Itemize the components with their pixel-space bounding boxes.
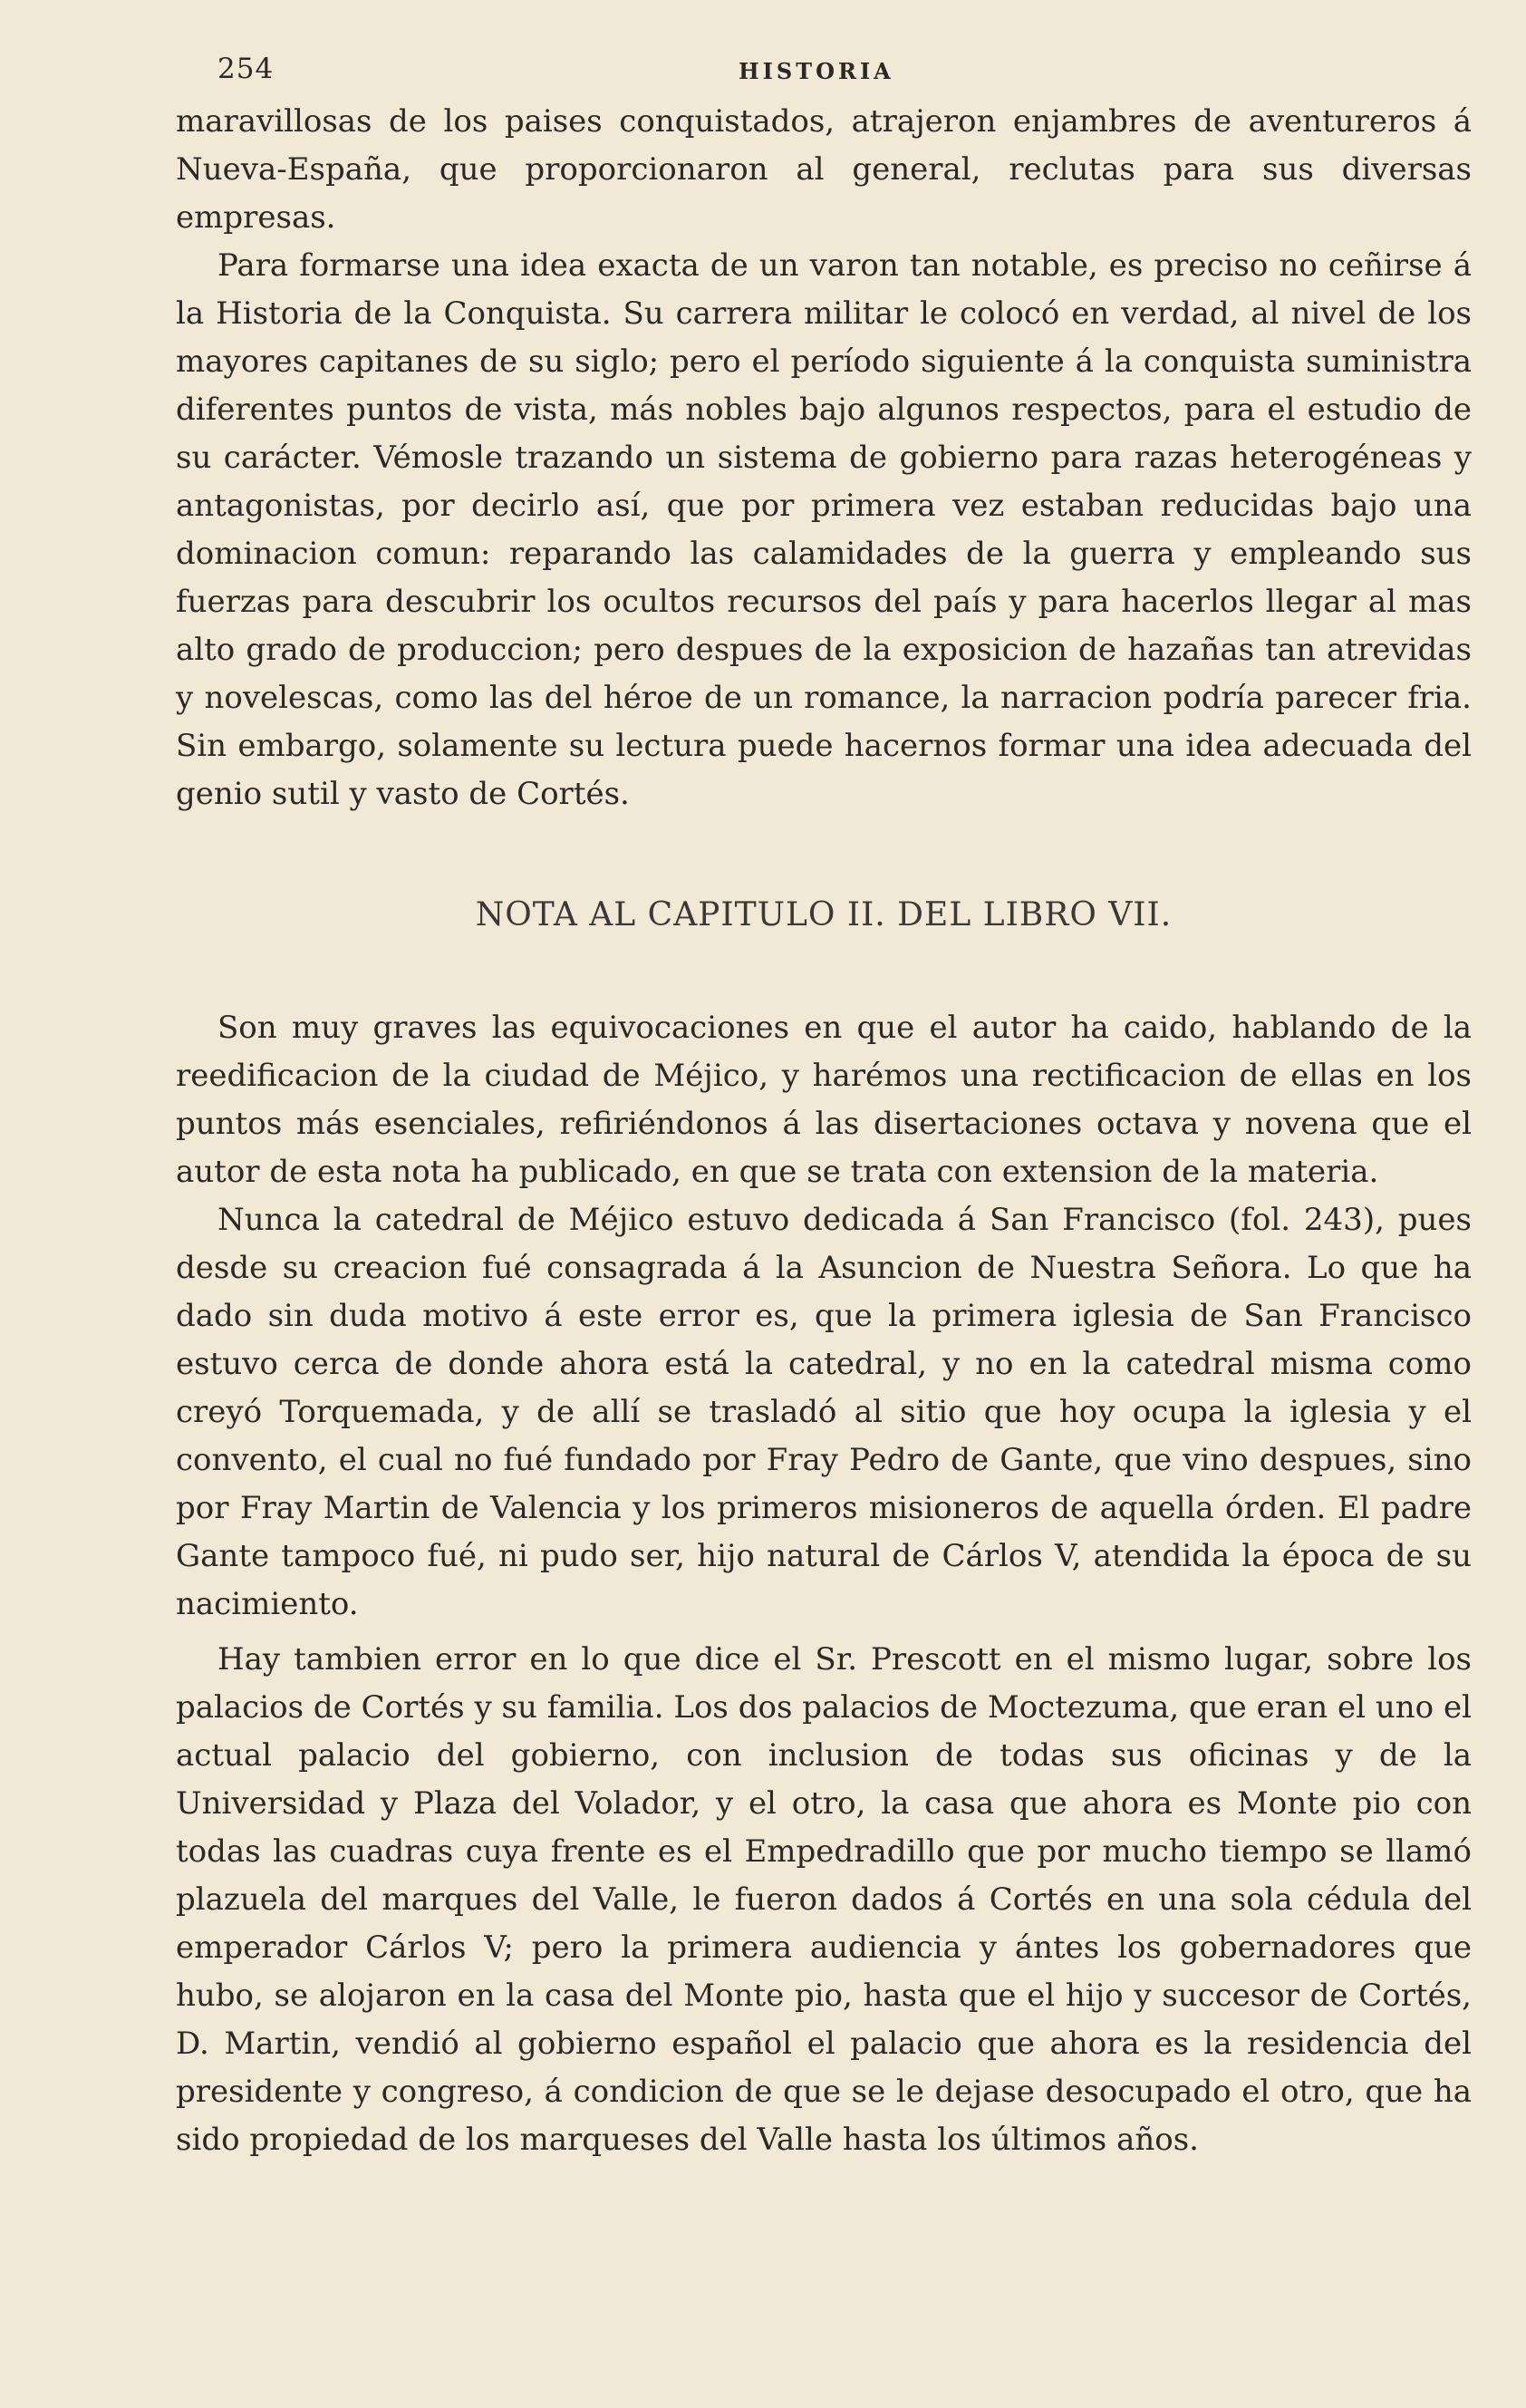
page-header: [217, 53, 1414, 89]
paragraph-spacer: [176, 1629, 1472, 1636]
body-paragraph-2: Para formarse una idea exacta de un varon tan notable, es preciso no ceñirse á la Historia de la Conquista. Su carrera militar le colocó en verdad, al nivel de los mayores capitanes de su siglo; pero el período siguiente á la conquista suministra diferentes puntos de vista, más nobles bajo algunos respectos, para el estudio de su carácter. Vémosle trazando un sistema de gobierno para razas heterogéneas y antagonistas, por decirlo así, que por primera vez estaban reducidas bajo una dominacion comun: reparando las calamidades de la guerra y empleando sus fuerzas para descubrir los ocultos recursos del país y para hacerlos llegar al mas alto grado de produccion; pero despues de la exposicion de hazañas tan atrevidas y novelescas, como las del héroe de un romance, la narracion podría parecer fria. Sin embargo, solamente su lectura puede hacernos formar una idea adecuada del genio sutil y vasto de Cortés.: [176, 247, 1472, 812]
note-paragraph-1: Son muy graves las equivocaciones en que el autor ha caido, hablando de la reedificacion de la ciudad de Méjico, y harémos una rectificacion de ellas en los puntos más esenciales, refiriéndonos á las disertaciones octava y novena que el autor de esta nota ha publicado, en que se trata con extension de la materia.: [176, 1010, 1472, 1190]
note-paragraph-2: Nunca la catedral de Méjico estuvo dedicada á San Francisco (fol. 243), pues desde su creacion fué consagrada á la Asuncion de Nuestra Señora. Lo que ha dado sin duda motivo á este error es, que la primera iglesia de San Francisco estuvo cerca de donde ahora está la catedral, y no en la catedral misma como creyó Torquemada, y de allí se trasladó al sitio que hoy ocupa la iglesia y el convento, el cual no fué fundado por Fray Pedro de Gante, que vino despues, sino por Fray Martin de Valencia y los primeros misioneros de aquella órden. El padre Gante tampoco fué, ni pudo ser, hijo natural de Cárlos V, atendida la época de su nacimiento.: [176, 1202, 1472, 1622]
body-paragraph-1: maravillosas de los paises conquistados, atrajeron enjambres de aventureros á Nueva-España, que proporcionaron al general, reclutas para sus diversas empresas.: [176, 103, 1472, 236]
page-number: 254: [217, 53, 275, 85]
note-paragraph-3: Hay tambien error en lo que dice el Sr. Prescott en el mismo lugar, sobre los palacios de Cortés y su familia. Los dos palacios de Moctezuma, que eran el uno el actual palacio del gobierno, con inclusion de todas sus oficinas y de la Universidad y Plaza del Volador, y el otro, la casa que ahora es Monte pio con todas las cuadras cuya frente es el Empedradillo que por mucho tiempo se llamó plazuela del marques del Valle, le fueron dados á Cortés en una sola cédula del emperador Cárlos V; pero la primera audiencia y ántes los gobernadores que hubo, se alojaron en la casa del Monte pio, hasta que el hijo y succesor de Cortés, D. Martin, vendió al gobierno español el palacio que ahora es la residencia del presidente y congreso, á condicion de que se le dejase desocupado el otro, que ha sido propiedad de los marqueses del Valle hasta los últimos años.: [176, 1641, 1472, 2158]
note-heading: NOTA AL CAPITULO II. DEL LIBRO VII.: [475, 896, 1173, 933]
running-head: HISTORIA: [739, 58, 894, 84]
page-content: [176, 98, 1472, 2164]
